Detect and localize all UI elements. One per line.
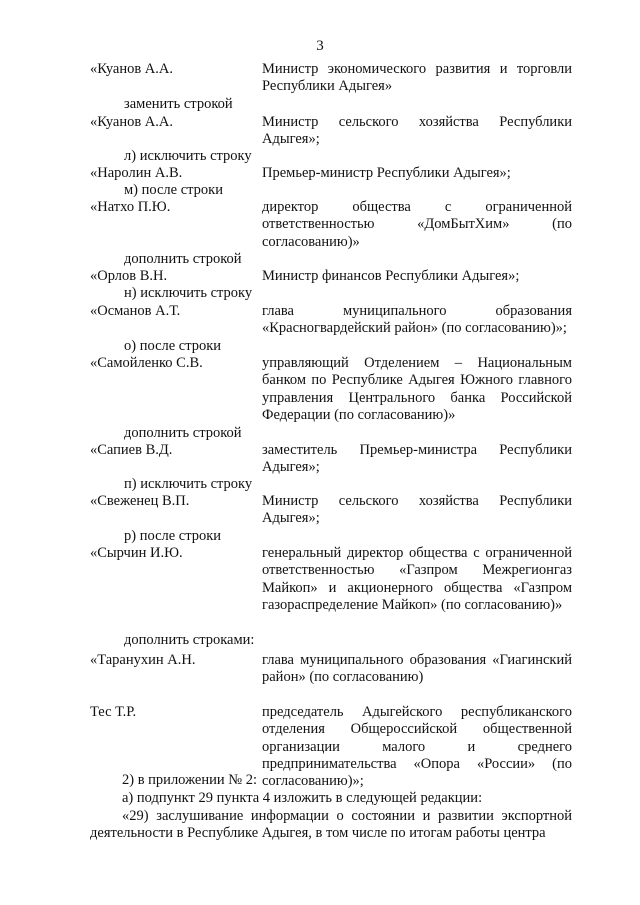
paragraph-text: а) подпункт 29 пункта 4 изложить в следующей редакции:	[122, 790, 483, 806]
instruction-text: п) исключить строку	[124, 476, 253, 492]
entry-description: Министр финансов Республики Адыгея»;	[262, 268, 520, 284]
entry-description: Министр сельского хозяйства Республики Адыгея»;	[262, 493, 572, 527]
entry-name: «Орлов В.Н.	[90, 268, 168, 284]
entry-description: председатель Адыгейского республиканского отделения Общероссийской общественной организации малого и среднего предпринимательства «Опора «России» (по согласованию)»;	[262, 704, 572, 790]
entry-name: «Таранухин А.Н.	[90, 652, 196, 668]
entry-name: «Самойленко С.В.	[90, 355, 203, 371]
entry-name: Тес Т.Р.	[90, 704, 137, 720]
entry-description: директор общества с ограниченной ответственностью «ДомБытХим» (по согласованию)»	[262, 199, 572, 250]
entry-description: генеральный директор общества с ограниченной ответственностью «Газпром Межрегионгаз Майкоп» и акционерного общества «Газпром газораспределение Майкоп» (по согласованию)»	[262, 545, 572, 613]
instruction-text: дополнить строкой	[124, 251, 242, 267]
paragraph-text: «29) заслушивание информации о состоянии и развитии экспортной деятельности в Республике Адыгея, в том числе по итогам работы центра	[90, 808, 572, 842]
instruction-text: о) после строки	[124, 338, 222, 354]
entry-description: управляющий Отделением – Национальным банком по Республике Адыгея Южного главного управления Центрального банка Российской Федерации (по согласованию)»	[262, 355, 572, 423]
entry-description: глава муниципального образования «Гиагинский район» (по согласованию)	[262, 652, 572, 686]
entry-name: «Османов А.Т.	[90, 303, 181, 319]
page-number: 3	[316, 38, 324, 54]
entry-description: заместитель Премьер-министра Республики Адыгея»;	[262, 442, 572, 476]
entry-name: «Куанов А.А.	[90, 61, 173, 77]
instruction-text: дополнить строкой	[124, 425, 242, 441]
entry-name: «Куанов А.А.	[90, 114, 173, 130]
instruction-text: м) после строки	[124, 182, 223, 198]
entry-name: «Свеженец В.П.	[90, 493, 190, 509]
entry-name: «Натхо П.Ю.	[90, 199, 171, 215]
paragraph-text: 2) в приложении № 2:	[122, 772, 257, 788]
entry-description: глава муниципального образования «Красногвардейский район» (по согласованию)»;	[262, 303, 572, 337]
entry-description: Министр сельского хозяйства Республики Адыгея»;	[262, 114, 572, 148]
instruction-text: л) исключить строку	[124, 148, 252, 164]
entry-description: Премьер-министр Республики Адыгея»;	[262, 165, 511, 181]
instruction-text: р) после строки	[124, 528, 222, 544]
entry-name: «Сапиев В.Д.	[90, 442, 173, 458]
instruction-text: дополнить строками:	[124, 632, 255, 648]
entry-name: «Наролин А.В.	[90, 165, 183, 181]
instruction-text: заменить строкой	[124, 96, 233, 112]
entry-description: Министр экономического развития и торговли Республики Адыгея»	[262, 61, 572, 95]
instruction-text: н) исключить строку	[124, 285, 253, 301]
entry-name: «Сырчин И.Ю.	[90, 545, 183, 561]
